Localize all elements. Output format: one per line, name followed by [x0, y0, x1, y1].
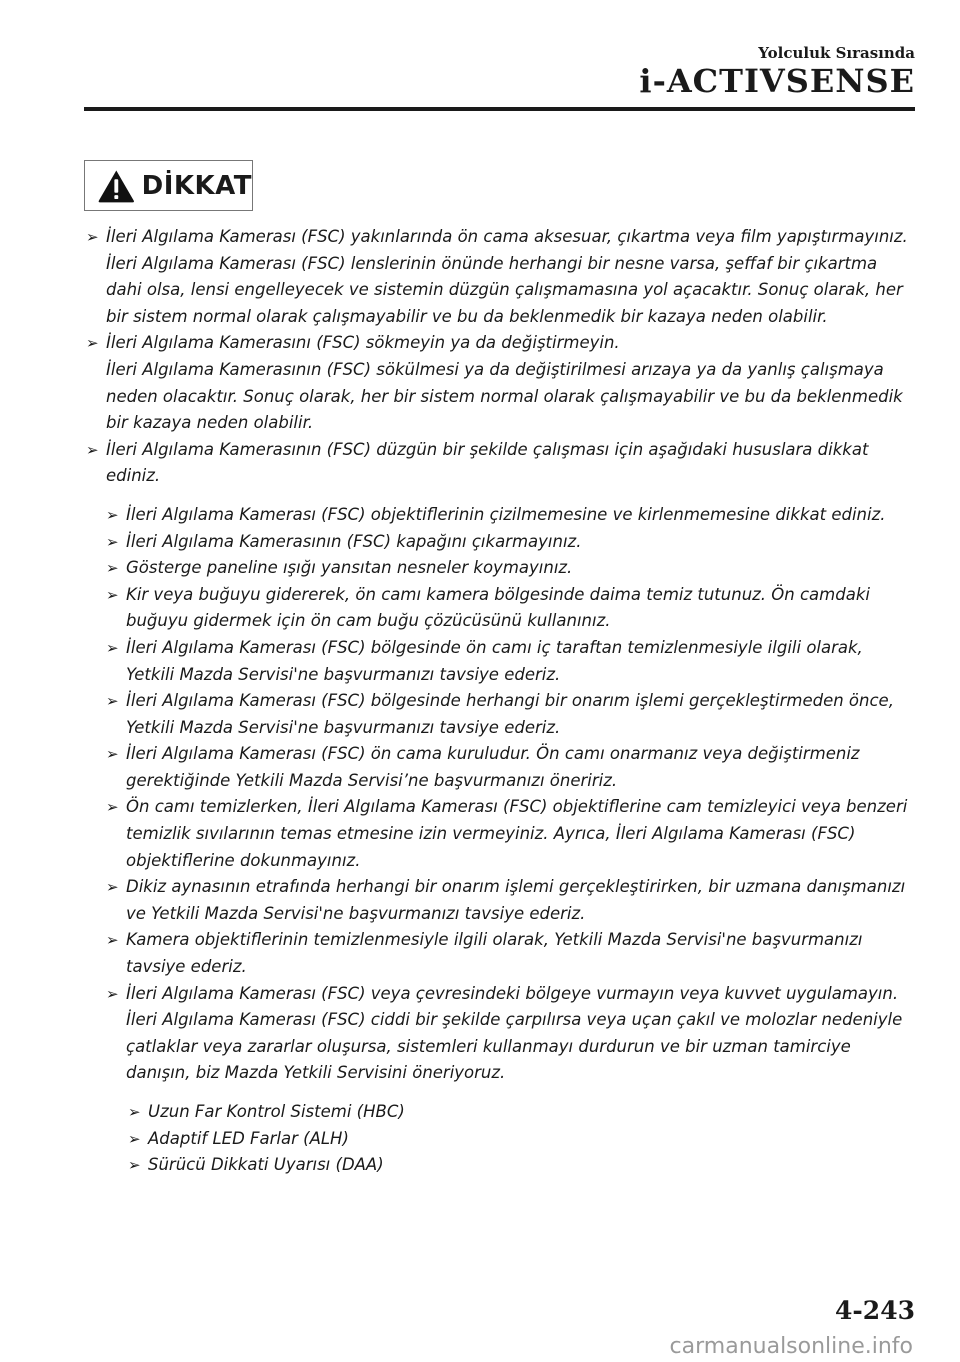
caution-heading-box	[84, 160, 253, 211]
system-item-text: Uzun Far Kontrol Sistemi (HBC)	[148, 1102, 405, 1121]
arrow-bullet-icon: ➢	[106, 559, 119, 578]
warning-triangle-icon	[97, 168, 136, 204]
condition-item	[104, 555, 916, 582]
arrow-bullet-icon: ➢	[86, 228, 99, 246]
condition-list	[104, 502, 916, 1087]
arrow-bullet-icon: ➢	[106, 745, 119, 764]
condition-item	[104, 582, 916, 635]
condition-item-text: Ön camı temizlerken, İleri Algılama Kamerası (FSC) objektiflerine cam temizleyici veya benzeri temizlik sıvılarının temas etmesine izin vermeyiniz. Ayrıca, İleri Algılama Kamerası (FSC) objektiflerine dokunmayınız.	[126, 797, 908, 870]
system-item-text: Adaptif LED Farlar (ALH)	[148, 1128, 349, 1148]
condition-item	[104, 635, 916, 688]
system-item	[126, 1099, 916, 1126]
caution-list	[84, 224, 916, 490]
caution-item-text: İleri Algılama Kamerasını (FSC) sökmeyin ya da değiştirmeyin. İleri Algılama Kamerasının (FSC) sökülmesi ya da değiştirilmesi arızaya ya da yanlış çalışmaya neden olacaktır. Sonuç olarak, her bir sistem normal olarak çalışmayabilir ve bu da beklenmedik bir kazaya neden olabilir.	[106, 333, 903, 433]
condition-item-text: İleri Algılama Kamerası (FSC) objektiflerinin çizilmemesine ve kirlenmemesine dikkat ediniz.	[126, 504, 886, 524]
system-item	[126, 1152, 916, 1179]
condition-item	[104, 794, 916, 874]
arrow-bullet-icon: ➢	[106, 931, 119, 950]
caution-item	[84, 330, 916, 436]
condition-item	[104, 502, 916, 529]
arrow-bullet-icon: ➢	[106, 878, 119, 897]
condition-item-text: İleri Algılama Kamerası (FSC) veya çevresindeki bölgeye vurmayın veya kuvvet uygulamayın. İleri Algılama Kamerası (FSC) ciddi bir şekilde çarpılırsa veya uçan çakıl ve molozlar nedeniyle çatlaklar veya zararlar oluşursa, sistemleri kullanmayı durdurun ve bir uzman tamirciye danışın, biz Mazda Yetkili Servisini öneriyoruz.	[126, 983, 903, 1083]
condition-item	[104, 981, 916, 1087]
arrow-bullet-icon: ➢	[128, 1156, 141, 1175]
condition-item-text: Dikiz aynasının etrafında herhangi bir onarım işlemi gerçekleştirirken, bir uzmana danışmanızı ve Yetkili Mazda Servisi'ne başvurmanızı tavsiye ederiz.	[126, 877, 906, 923]
condition-item-text: İleri Algılama Kamerası (FSC) bölgesinde ön camı iç taraftan temizlenmesiyle ilgili olarak, Yetkili Mazda Servisi'ne başvurmanızı tavsiye ederiz.	[126, 637, 863, 684]
system-list	[126, 1099, 916, 1179]
caution-content	[84, 224, 916, 1179]
arrow-bullet-icon: ➢	[106, 505, 119, 524]
arrow-bullet-icon: ➢	[128, 1129, 141, 1148]
condition-item	[104, 688, 916, 741]
caution-item	[84, 224, 916, 330]
condition-item-text: Gösterge paneline ışığı yansıtan nesneler koymayınız.	[126, 558, 573, 578]
caution-item-text: İleri Algılama Kamerasının (FSC) düzgün bir şekilde çalışması için aşağıdaki hususlara dikkat ediniz.	[106, 439, 869, 486]
arrow-bullet-icon: ➢	[86, 440, 99, 459]
arrow-bullet-icon: ➢	[106, 984, 119, 1003]
caution-item-text: İleri Algılama Kamerası (FSC) yakınlarında ön cama aksesuar, çıkartma veya film yapıştırmayınız. İleri Algılama Kamerası (FSC) lenslerinin önünde herhangi bir nesne varsa, şeffaf bir çıkartma dahi olsa, lensi engelleyecek ve sistemin düzgün çalışmamasına yol açacaktır. Sonuç olarak, her bir sistem normal olarak çalışmayabilir ve bu da beklenmedik bir kazaya neden olabilir.	[106, 227, 908, 326]
condition-item	[104, 927, 916, 980]
arrow-bullet-icon: ➢	[106, 692, 119, 711]
section-title: Yolculuk Sırasında	[758, 44, 915, 62]
page-number: 4-243	[835, 1296, 915, 1325]
arrow-bullet-icon: ➢	[128, 1103, 141, 1121]
caution-item	[84, 437, 916, 490]
condition-item	[104, 741, 916, 794]
system-item	[126, 1126, 916, 1153]
arrow-bullet-icon: ➢	[86, 334, 99, 353]
arrow-bullet-icon: ➢	[106, 638, 119, 657]
system-item-text: Sürücü Dikkati Uyarısı (DAA)	[148, 1155, 384, 1175]
condition-item	[104, 529, 916, 556]
arrow-bullet-icon: ➢	[106, 585, 119, 604]
condition-item-text: Kir veya buğuyu gidererek, ön camı kamera bölgesinde daima temiz tutunuz. Ön camdaki buğuyu gidermek için ön cam buğu çözücüsünü kullanınız.	[126, 584, 870, 631]
condition-item-text: İleri Algılama Kamerası (FSC) ön cama kuruludur. Ön camı onarmanız veya değiştirmeniz gerektiğinde Yetkili Mazda Servisi’ne başvurmanızı öneririz.	[126, 744, 860, 790]
arrow-bullet-icon: ➢	[106, 532, 119, 551]
arrow-bullet-icon: ➢	[106, 798, 119, 817]
condition-item	[104, 874, 916, 927]
caution-label: DİKKAT	[141, 170, 252, 201]
condition-item-text: İleri Algılama Kamerası (FSC) bölgesinde herhangi bir onarım işlemi gerçekleştirmeden önce, Yetkili Mazda Servisi'ne başvurmanızı tavsiye ederiz.	[126, 691, 894, 737]
condition-item-text: Kamera objektiflerinin temizlenmesiyle ilgili olarak, Yetkili Mazda Servisi'ne başvurmanızı tavsiye ederiz.	[126, 930, 863, 977]
condition-item-text: İleri Algılama Kamerasının (FSC) kapağını çıkarmayınız.	[126, 531, 582, 551]
header-divider	[84, 107, 915, 111]
chapter-title: i-ACTIVSENSE	[639, 62, 915, 100]
watermark: carmanualsonline.info	[669, 1334, 913, 1359]
